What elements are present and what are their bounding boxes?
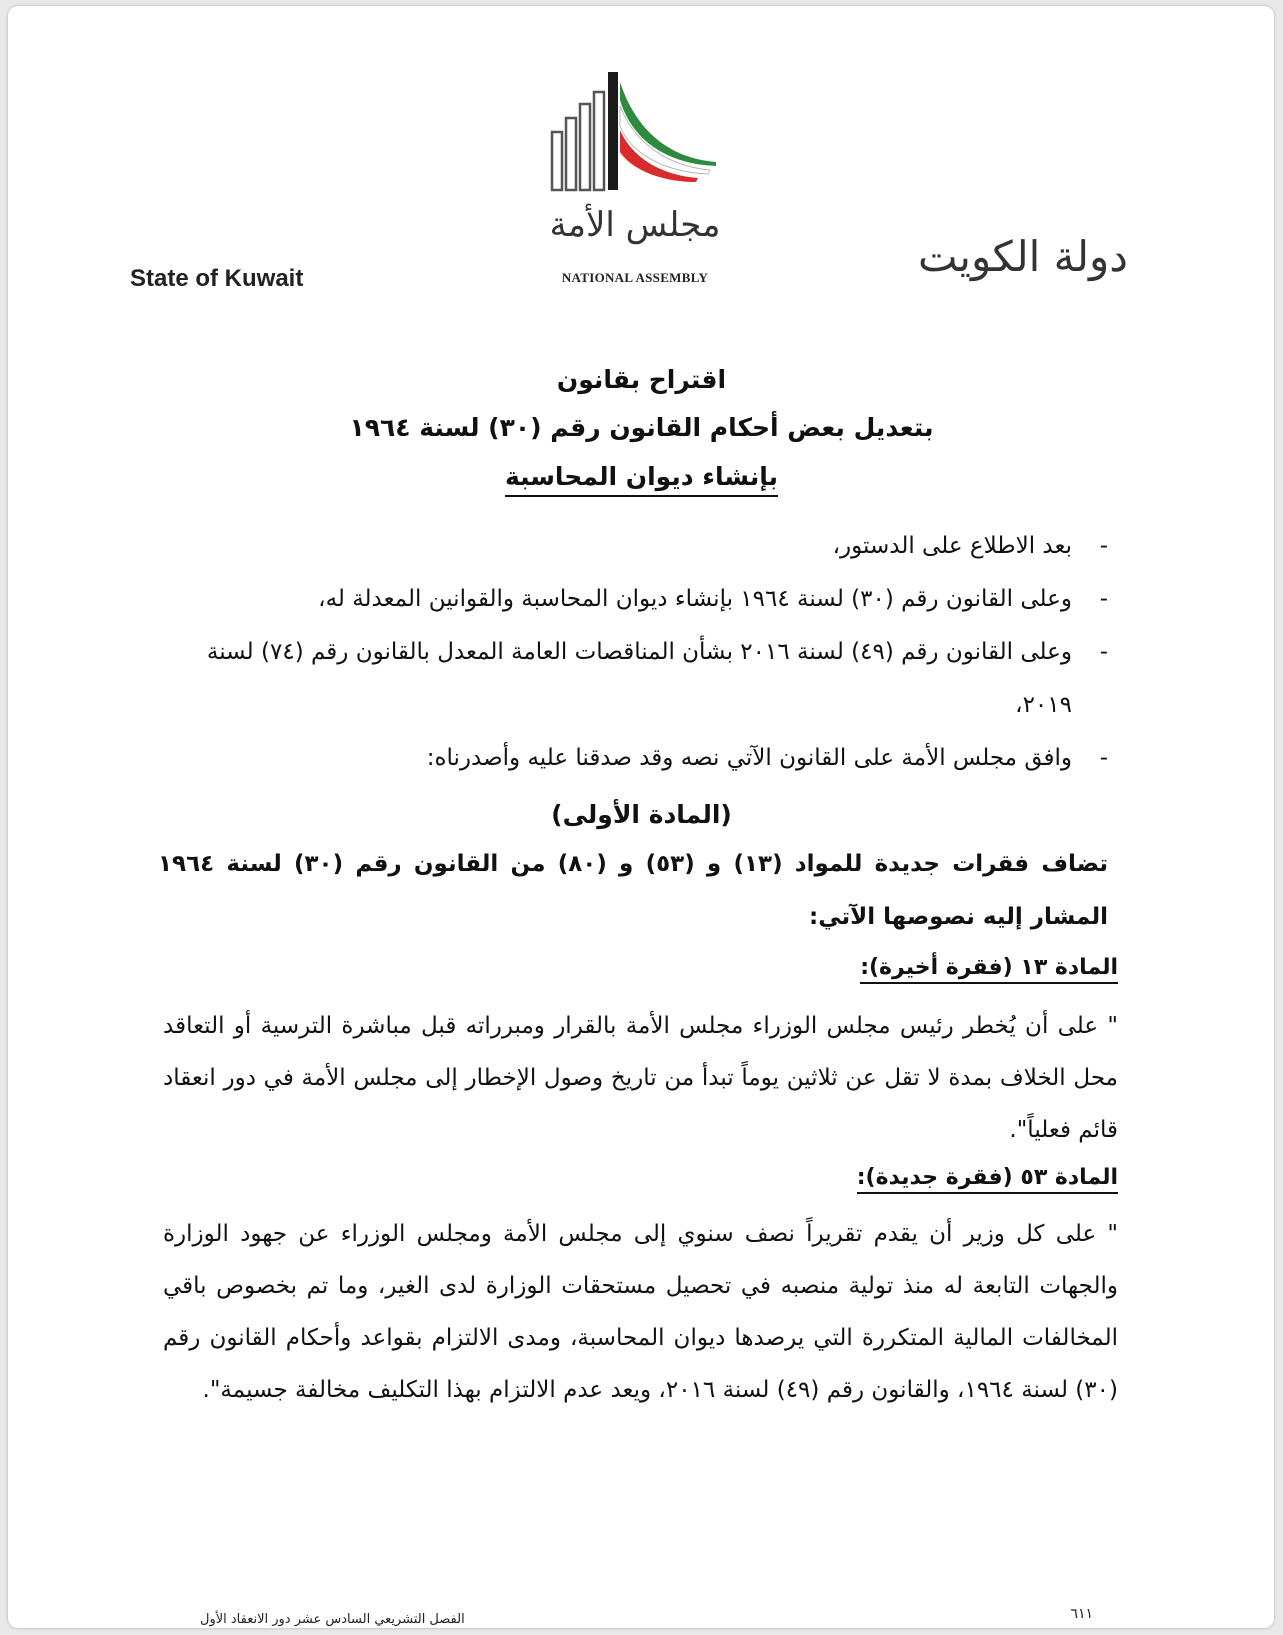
footer-session: الفصل التشريعي السادس عشر دور الانعقاد الأول: [200, 1612, 465, 1627]
article-13-heading-text: المادة ١٣ (فقرة أخيرة):: [860, 955, 1118, 984]
title-line-2: بتعديل بعض أحكام القانون رقم (٣٠) لسنة ١٩٦٤: [349, 413, 934, 442]
title-line-1: اقتراح بقانون: [556, 365, 727, 394]
list-item: - بعد الاطلاع على الدستور،: [832, 533, 1108, 559]
article-53-heading-text: المادة ٥٣ (فقرة جديدة):: [857, 1165, 1118, 1194]
list-item: - وافق مجلس الأمة على القانون الآتي نصه وقد صدقنا عليه وأصدرناه:: [426, 745, 1108, 771]
article-one-body: تضاف فقرات جديدة للمواد (١٣) و (٥٣) و (٨٠) من القانون رقم (٣٠) لسنة ١٩٦٤ المشار إليه نصوصها الآتي:: [158, 851, 1108, 930]
state-name-english: State of Kuwait: [130, 265, 304, 292]
assembly-name-arabic: مجلس الأمة: [549, 205, 721, 245]
article-53-text: " على كل وزير أن يقدم تقريراً نصف سنوي إلى مجلس الأمة ومجلس الوزراء عن جهود الوزارة والجهات التابعة له منذ تولية منصبه في تحصيل مستحقات الوزارة لدى الغير، وما تم بخصوص باقي المخالفات المالية المتكررة التي يرصدها ديوان المحاسبة، ومدى الالتزام بقواعد وأحكام القانون رقم (٣٠) لسنة ١٩٦٤، والقانون رقم (٤٩) لسنة ٢٠١٦، ويعد عدم الالتزام بهذا التكليف مخالفة جسيمة".: [163, 1221, 1118, 1403]
assembly-name-english: NATIONAL ASSEMBLY: [561, 270, 709, 285]
title-line-3-text: بإنشاء ديوان المحاسبة: [505, 462, 778, 497]
list-item: - وعلى القانون رقم (٣٠) لسنة ١٩٦٤ بإنشاء ديوان المحاسبة والقوانين المعدلة له،: [318, 586, 1108, 612]
article-53-heading: [857, 1165, 1118, 1190]
article-13-text: " على أن يُخطر رئيس مجلس الوزراء مجلس الأمة بالقرار ومبرراته قبل مباشرة الترسية أو التعاقد محل الخلاف بمدة لا تقل عن ثلاثين يوماً تبدأ من تاريخ وصول الإخطار إلى مجلس الأمة في دور انعقاد قائم فعلياً".: [163, 1013, 1118, 1143]
national-assembly-logo-icon: [548, 70, 728, 210]
page-number: ٦١١: [1070, 1606, 1093, 1622]
preamble-list: [158, 520, 1108, 785]
title-line-3: [0, 462, 1283, 491]
state-name-arabic: دولة الكويت: [918, 232, 1128, 281]
article-13-heading: [860, 955, 1118, 980]
article-one-heading: (المادة الأولى): [551, 800, 732, 829]
list-item: - وعلى القانون رقم (٤٩) لسنة ٢٠١٦ بشأن المناقصات العامة المعدل بالقانون رقم (٧٤) لسنة ٢٠١٩،: [206, 639, 1108, 718]
